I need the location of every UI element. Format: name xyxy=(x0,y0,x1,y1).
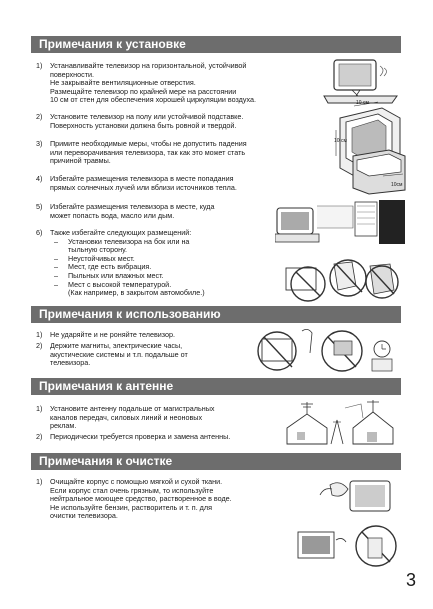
tv-prohibited-placement-illustration xyxy=(282,256,402,308)
tv-impact-illustration xyxy=(250,325,400,377)
item-line: каналов передач, силовых линий и неоновых xyxy=(50,412,203,422)
item-line: Установите телевизор на полу или устойчивой подставке. xyxy=(50,112,244,121)
tv-stand-illustration xyxy=(349,146,409,196)
item-line: Периодически требуется проверка и замена антенны. xyxy=(50,432,231,441)
item-number: 2) xyxy=(36,341,43,350)
item-number: 1) xyxy=(36,330,43,339)
item-line: Не ударяйте и не роняйте телевизор. xyxy=(50,330,176,339)
item-number: 1) xyxy=(36,477,43,486)
item-number: 3) xyxy=(36,139,43,148)
sublist-item: – Установки телевизора на бок или на xyxy=(54,236,190,246)
item-number: 1) xyxy=(36,61,43,70)
item-number: 5) xyxy=(36,202,43,211)
item-line: Не используйте бензин, растворитель и т. п. для xyxy=(50,502,212,512)
item-line: очистки телевизора. xyxy=(50,511,118,521)
item-line: Примите необходимые меры, чтобы не допустить падения xyxy=(50,139,247,148)
item-line: телевизора. xyxy=(50,358,91,368)
tv-on-table-illustration xyxy=(322,56,402,106)
item-line: нейтральное моющее средство, растворенное в воде. xyxy=(50,494,232,504)
item-line: Если корпус стал очень грязным, то используйте xyxy=(50,485,214,495)
item-line: прямых солнечных лучей или вблизи источников тепла. xyxy=(50,182,237,192)
item-line: Размещайте телевизор по крайней мере на расстоянии xyxy=(50,86,237,96)
item-line: Установите антенну подальше от магистральных xyxy=(50,404,215,413)
item-line: или переворачивания телевизора, так как это может стать xyxy=(50,147,246,157)
sublist-item: – Неустойчивых мест. xyxy=(54,253,135,263)
item-line: Поверхность установки должна быть ровной и твердой. xyxy=(50,120,237,130)
sublist-item-cont: тыльную сторону. xyxy=(68,245,127,255)
item-number: 1) xyxy=(36,404,43,413)
cleaning-prohibited-illustration xyxy=(292,520,402,572)
item-number: 6) xyxy=(36,228,43,237)
item-line: может попасть вода, масло или дым. xyxy=(50,210,175,220)
sublist-item: – Пыльных или влажных мест. xyxy=(54,270,164,280)
item-line: акустические системы и т.п. подальше от xyxy=(50,349,188,359)
item-line: Также избегайте следующих размещений: xyxy=(50,228,192,237)
distance-label-top: 10 см xyxy=(356,100,369,106)
item-line: реклам. xyxy=(50,421,77,431)
item-line: Устанавливайте телевизор на горизонтальной, устойчивой xyxy=(50,61,247,70)
antenna-houses-illustration xyxy=(283,398,401,448)
item-line: Не закрывайте вентиляционные отверстия. xyxy=(50,78,196,88)
item-line: Избегайте размещения телевизора в месте, куда xyxy=(50,202,215,211)
item-line: 10 см от стен для обеспечения хорошей циркуляции воздуха. xyxy=(50,95,256,105)
tv-sunlight-illustration xyxy=(275,198,407,248)
installation-header: Примечания к установке xyxy=(31,36,401,53)
distance-label-bottom: 10см xyxy=(391,182,403,188)
item-number: 4) xyxy=(36,174,43,183)
distance-label-side: 10 см xyxy=(334,138,347,144)
item-line: Очищайте корпус с помощью мягкой и сухой ткани. xyxy=(50,477,223,486)
item-line: Держите магниты, электрические часы, xyxy=(50,341,183,350)
antenna-header: Примечания к антенне xyxy=(31,378,401,395)
item-number: 2) xyxy=(36,112,43,121)
usage-header: Примечания к использованию xyxy=(31,306,401,323)
cleaning-header: Примечания к очистке xyxy=(31,453,401,470)
sublist-item: – Мест с высокой температурой. xyxy=(54,279,172,289)
page-number: 3 xyxy=(406,570,417,590)
item-line: Избегайте размещения телевизора в месте попадания xyxy=(50,174,234,183)
cleaning-cloth-illustration xyxy=(290,475,400,519)
item-line: причиной травмы. xyxy=(50,156,111,166)
item-number: 2) xyxy=(36,432,43,441)
sublist-item: – Мест, где есть вибрация. xyxy=(54,262,152,272)
item-line: поверхности. xyxy=(50,69,94,79)
sublist-note: (Как например, в закрытом автомобиле.) xyxy=(68,288,205,298)
